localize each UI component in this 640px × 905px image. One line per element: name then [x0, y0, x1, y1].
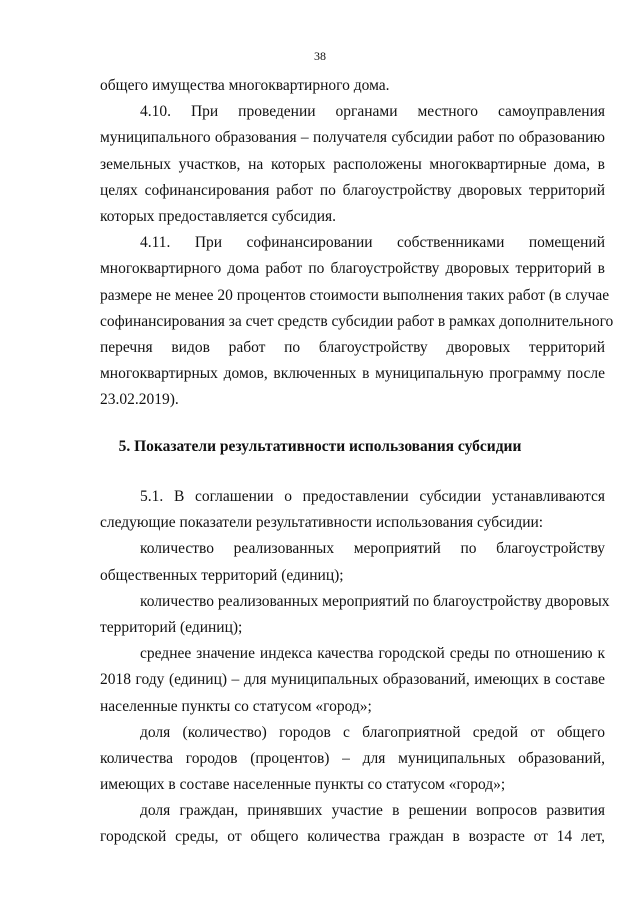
- text-line: размере не менее 20 процентов стоимости выполнения таких работ (в случае: [100, 286, 610, 304]
- text-line: следующие показатели результативности использования субсидии:: [100, 514, 544, 532]
- text-line: целях софинансирования работ по благоустройству дворовых территорий: [100, 181, 605, 199]
- text-line: количество реализованных мероприятий по благоустройству дворовых: [140, 592, 610, 610]
- text-line: доля граждан, принявших участие в решении вопросов развития: [140, 802, 605, 820]
- paragraphs-section-5: [100, 484, 610, 851]
- text-line: общего имущества многоквартирного дома.: [100, 77, 390, 94]
- text-line: общественных территорий (единиц);: [100, 566, 344, 584]
- text-line: муниципального образования – получателя субсидии работ по образованию: [100, 129, 605, 147]
- section-heading: 5. Показатели результативности использования субсидии: [118, 438, 522, 455]
- text-line: земельных участков, на которых расположены многоквартирные дома, в: [100, 155, 605, 173]
- text-line: 4.10. При проведении органами местного самоуправления: [140, 103, 605, 121]
- text-line: 4.11. При софинансировании собственниками помещений: [140, 234, 605, 252]
- text-line: доля (количество) городов с благоприятной средой от общего: [140, 723, 605, 741]
- text-line: среднее значение индекса качества городской среды по отношению к: [140, 645, 605, 663]
- text-line: городской среды, от общего количества граждан в возрасте от 14 лет,: [100, 828, 605, 846]
- text-line: многоквартирного дома работ по благоустройству дворовых территорий в: [100, 260, 605, 278]
- text-line: количества городов (процентов) – для муниципальных образований,: [100, 749, 605, 767]
- text-line: количество реализованных мероприятий по благоустройству: [140, 540, 605, 558]
- text-line: перечня видов работ по благоустройству дворовых территорий: [100, 338, 605, 356]
- paragraphs-section-4: [100, 73, 614, 413]
- page-number: 38: [314, 49, 326, 63]
- text-line: имеющих в составе населенные пункты со статусом «город»;: [100, 776, 506, 794]
- text-line: многоквартирных домов, включенных в муниципальную программу после: [100, 365, 605, 383]
- text-line: населенные пункты со статусом «город»;: [100, 697, 372, 715]
- text-line: 2018 году (единиц) – для муниципальных образований, имеющих в составе: [100, 671, 605, 689]
- text-line: софинансирования за счет средств субсидии работ в рамках дополнительного: [100, 312, 614, 330]
- text-line: 23.02.2019).: [100, 391, 179, 409]
- text-line: 5.1. В соглашении о предоставлении субсидии устанавливаются: [140, 488, 605, 505]
- text-line: которых предоставляется субсидия.: [100, 207, 337, 225]
- text-line: территорий (единиц);: [100, 618, 243, 636]
